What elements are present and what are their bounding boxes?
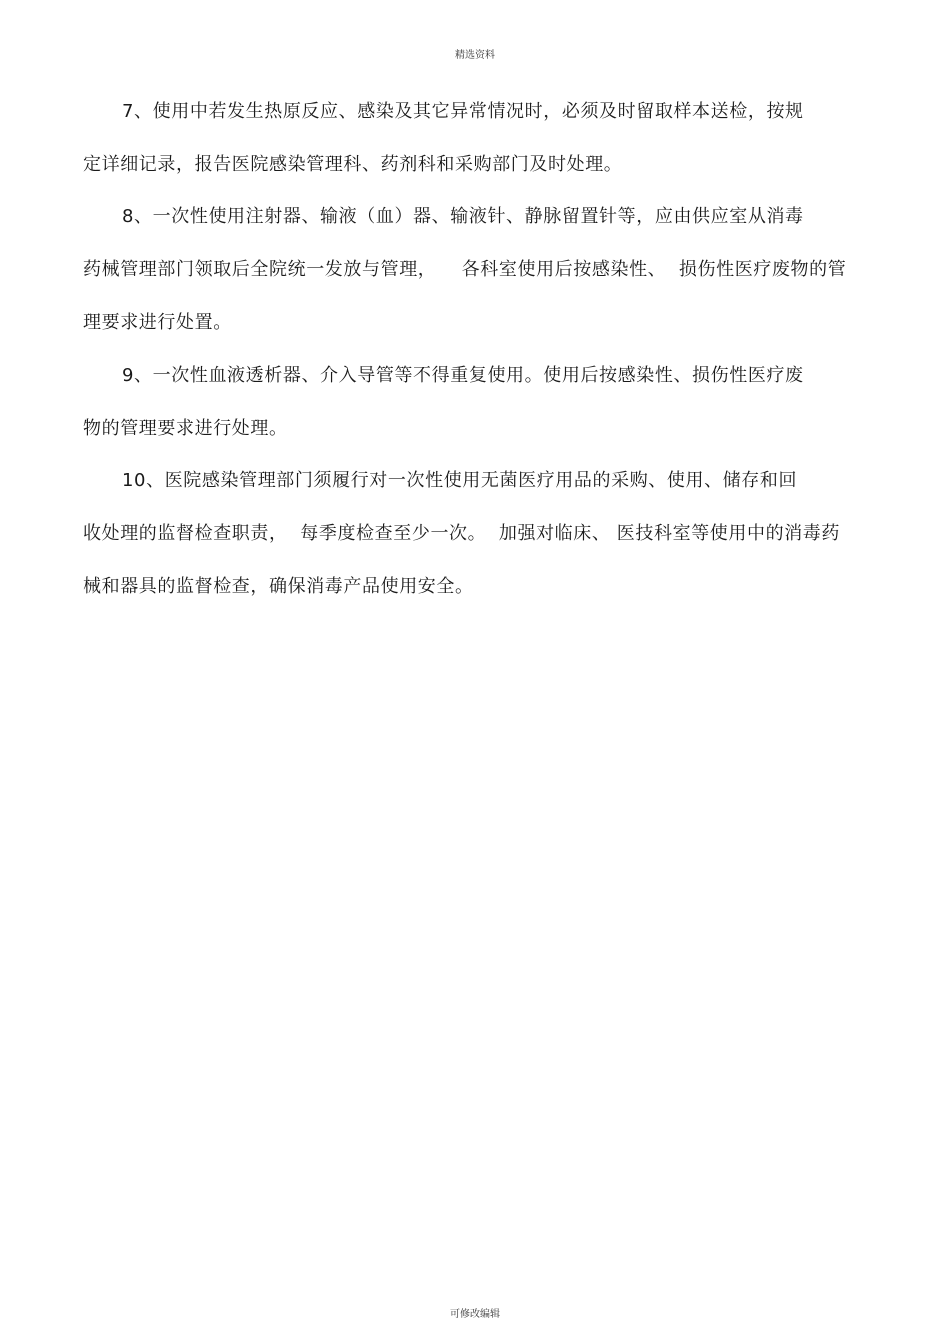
paragraph-line: 械和器具的监督检查，确保消毒产品使用安全。 bbox=[83, 576, 474, 597]
paragraph-line: 7、使用中若发生热原反应、感染及其它异常情况时，必须及时留取样本送检，按规 bbox=[122, 101, 804, 122]
paragraph-line: 收处理的监督检查职责， 每季度检查至少一次。 加强对临床、 医技科室等使用中的消毒药 bbox=[83, 523, 841, 544]
paragraph-line: 药械管理部门领取后全院统一发放与管理， 各科室使用后按感染性、 损伤性医疗废物的管 bbox=[83, 259, 847, 280]
paragraph-line: 定详细记录，报告医院感染管理科、药剂科和采购部门及时处理。 bbox=[83, 154, 623, 175]
paragraph-line: 8、一次性使用注射器、输液（血）器、输液针、静脉留置针等，应由供应室从消毒 bbox=[122, 206, 804, 227]
page-footer: 可修改编辑 bbox=[450, 1309, 500, 1320]
page-header: 精选资料 bbox=[455, 50, 495, 61]
paragraph-line: 物的管理要求进行处理。 bbox=[83, 418, 288, 439]
paragraph-line: 理要求进行处置。 bbox=[83, 312, 232, 333]
paragraph-line: 9、一次性血液透析器、介入导管等不得重复使用。使用后按感染性、损伤性医疗废 bbox=[122, 365, 804, 386]
paragraph-line: 10、医院感染管理部门须履行对一次性使用无菌医疗用品的采购、使用、储存和回 bbox=[122, 470, 798, 491]
